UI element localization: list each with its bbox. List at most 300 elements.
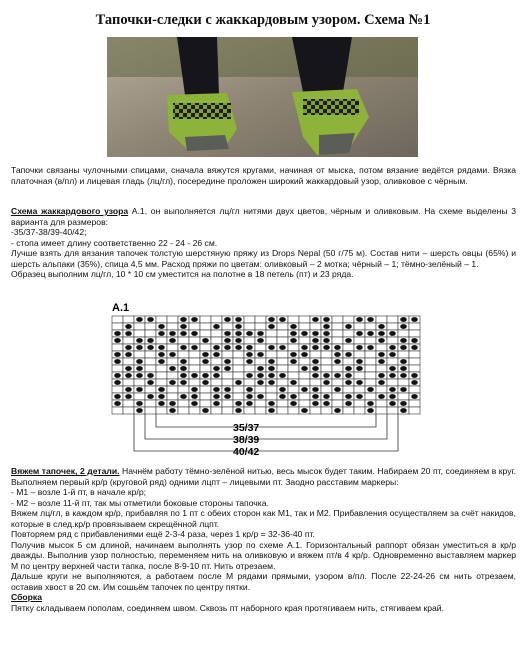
- chart-stitch-dot: [246, 401, 253, 406]
- chart-stitch-dot: [125, 331, 132, 336]
- chart-stitch-dot: [191, 331, 198, 336]
- chart-stitch-dot: [268, 366, 275, 371]
- chart-stitch-dot: [180, 394, 187, 399]
- chart-cell: [299, 358, 310, 365]
- chart-cell: [299, 316, 310, 323]
- chart-cell: [354, 372, 365, 379]
- knit-heading: Вяжем тапочек, 2 детали.: [11, 466, 120, 476]
- chart-cell: [178, 337, 189, 344]
- chart-stitch-dot: [389, 352, 396, 357]
- chart-stitch-dot: [334, 387, 341, 392]
- chart-cell: [387, 358, 398, 365]
- chart-stitch-dot: [246, 345, 253, 350]
- chart-stitch-dot: [136, 408, 143, 413]
- chart-stitch-dot: [279, 387, 286, 392]
- chart-stitch-dot: [191, 317, 198, 322]
- size-bracket-line: [156, 414, 376, 427]
- chart-cell: [233, 351, 244, 358]
- chart-cell: [354, 400, 365, 407]
- chart-stitch-dot: [191, 401, 198, 406]
- chart-cell: [123, 358, 134, 365]
- chart-cell: [387, 316, 398, 323]
- chart-stitch-dot: [125, 352, 132, 357]
- chart-cell: [145, 323, 156, 330]
- chart-stitch-dot: [136, 338, 143, 343]
- chart-cell: [387, 379, 398, 386]
- chart-cell: [354, 323, 365, 330]
- chart-stitch-dot: [323, 338, 330, 343]
- chart-cell: [255, 407, 266, 414]
- chart-stitch-dot: [213, 345, 220, 350]
- chart-cell: [189, 365, 200, 372]
- chart-stitch-dot: [312, 359, 319, 364]
- chart-stitch-dot: [202, 373, 209, 378]
- chart-cell: [200, 386, 211, 393]
- chart-stitch-dot: [367, 387, 374, 392]
- chart-cell: [321, 365, 332, 372]
- chart-cell: [376, 407, 387, 414]
- chart-stitch-dot: [268, 345, 275, 350]
- chart-cell: [277, 379, 288, 386]
- chart-cell: [310, 323, 321, 330]
- chart-cell: [332, 393, 343, 400]
- chart-cell: [112, 365, 123, 372]
- gauge-text: Образец выполним лц/гл, 10 * 10 см уместится на полотне в 18 петель (пт) и 23 ряда.: [11, 269, 354, 279]
- chart-cell: [343, 316, 354, 323]
- chart-stitch-dot: [246, 331, 253, 336]
- chart-stitch-dot: [180, 345, 187, 350]
- scheme-block: [11, 206, 516, 280]
- chart-stitch-dot: [312, 317, 319, 322]
- chart-cell: [299, 372, 310, 379]
- chart-stitch-dot: [400, 373, 407, 378]
- chart-stitch-dot: [213, 324, 220, 329]
- chart-cell: [178, 400, 189, 407]
- chart-cell: [321, 358, 332, 365]
- chart-cell: [288, 365, 299, 372]
- chart-stitch-dot: [246, 352, 253, 357]
- chart-cell: [112, 386, 123, 393]
- foot-line: - стопа имеет длину соответственно 22 - 24 - 26 см.: [11, 237, 218, 248]
- chart-stitch-dot: [235, 345, 242, 350]
- chart-cell: [255, 386, 266, 393]
- chart-stitch-dot: [180, 380, 187, 385]
- chart-stitch-dot: [301, 345, 308, 350]
- chart-cell: [409, 323, 420, 330]
- chart-stitch-dot: [312, 331, 319, 336]
- chart-cell: [156, 407, 167, 414]
- chart-stitch-dot: [389, 373, 396, 378]
- chart-cell: [156, 316, 167, 323]
- chart-stitch-dot: [147, 317, 154, 322]
- chart-stitch-dot: [114, 359, 121, 364]
- size-bracket-line: [145, 414, 387, 439]
- chart-stitch-dot: [213, 401, 220, 406]
- size-brackets: [134, 414, 398, 451]
- chart-stitch-dot: [246, 394, 253, 399]
- chart-stitch-dot: [114, 380, 121, 385]
- chart-stitch-dot: [125, 394, 132, 399]
- chart-cell: [200, 365, 211, 372]
- chart-cell: [288, 386, 299, 393]
- chart-stitch-dot: [345, 380, 352, 385]
- chart-stitch-dot: [378, 373, 385, 378]
- chart-stitch-dot: [400, 338, 407, 343]
- chart-stitch-dot: [235, 317, 242, 322]
- chart-stitch-dot: [213, 387, 220, 392]
- chart-cell: [387, 407, 398, 414]
- chart-stitch-dot: [367, 331, 374, 336]
- chart-cell: [376, 400, 387, 407]
- chart-cell: [299, 337, 310, 344]
- chart-cell: [332, 400, 343, 407]
- chart-stitch-dot: [400, 317, 407, 322]
- chart-stitch-dot: [301, 352, 308, 357]
- chart-stitch-dot: [147, 338, 154, 343]
- chart-stitch-dot: [257, 338, 264, 343]
- chart-stitch-dot: [345, 373, 352, 378]
- chart-cell: [255, 344, 266, 351]
- chart-cell: [222, 323, 233, 330]
- chart-stitch-dot: [378, 380, 385, 385]
- chart-cell: [156, 372, 167, 379]
- chart-stitch-dot: [114, 331, 121, 336]
- chart-cell: [332, 316, 343, 323]
- chart-stitch-dot: [202, 359, 209, 364]
- chart-stitch-dot: [114, 401, 121, 406]
- chart-stitch-dot: [400, 408, 407, 413]
- chart-stitch-dot: [147, 394, 154, 399]
- chart-stitch-dot: [400, 324, 407, 329]
- chart-cell: [167, 393, 178, 400]
- chart-stitch-dot: [180, 373, 187, 378]
- chart-cell: [222, 372, 233, 379]
- chart-cell: [123, 400, 134, 407]
- chart-stitch-dot: [158, 359, 165, 364]
- chart-stitch-dot: [312, 338, 319, 343]
- chart-stitch-dot: [257, 331, 264, 336]
- chart-stitch-dot: [323, 401, 330, 406]
- chart-cell: [343, 344, 354, 351]
- chart-stitch-dot: [411, 317, 418, 322]
- chart-stitch-dot: [378, 331, 385, 336]
- chart-stitch-dot: [224, 359, 231, 364]
- chart-stitch-dot: [246, 373, 253, 378]
- chart-cell: [332, 337, 343, 344]
- chart-cell: [134, 351, 145, 358]
- chart-cell: [310, 407, 321, 414]
- chart-cell: [409, 358, 420, 365]
- chart-cell: [277, 407, 288, 414]
- chart-stitch-dot: [136, 387, 143, 392]
- chart-stitch-dot: [290, 394, 297, 399]
- chart-cell: [365, 379, 376, 386]
- chart-cell: [299, 323, 310, 330]
- chart-cell: [244, 323, 255, 330]
- chart-stitch-dot: [323, 380, 330, 385]
- chart-stitch-dot: [235, 408, 242, 413]
- chart-stitch-dot: [191, 394, 198, 399]
- chart-stitch-dot: [279, 373, 286, 378]
- page-title: Тапочки-следки с жаккардовым узором. Схема №1: [95, 12, 431, 28]
- chart-cell: [233, 393, 244, 400]
- chart-stitch-dot: [169, 352, 176, 357]
- chart-stitch-dot: [323, 324, 330, 329]
- chart-stitch-dot: [224, 345, 231, 350]
- chart-stitch-dot: [136, 359, 143, 364]
- chart-stitch-dot: [323, 317, 330, 322]
- chart-stitch-dot: [290, 352, 297, 357]
- chart-stitch-dot: [268, 401, 275, 406]
- chart-cell: [365, 323, 376, 330]
- chart-cell: [167, 358, 178, 365]
- chart-stitch-dot: [224, 387, 231, 392]
- chart-stitch-dot: [169, 408, 176, 413]
- chart-stitch-dot: [378, 338, 385, 343]
- chart-stitch-dot: [279, 317, 286, 322]
- chart-stitch-dot: [389, 345, 396, 350]
- chart-stitch-dot: [125, 324, 132, 329]
- chart-cell: [321, 386, 332, 393]
- chart-cell: [266, 330, 277, 337]
- chart-stitch-dot: [279, 345, 286, 350]
- chart-cell: [409, 330, 420, 337]
- chart-stitch-dot: [114, 352, 121, 357]
- chart-cell: [310, 379, 321, 386]
- chart-cell: [365, 351, 376, 358]
- knit-p5: Дальше круги не выполняются, а работаем после М рядами прямыми, узором в/пл. После 22-24-26 см нить отрезаем, оставив хвост в 20 см. Им сошьём тапочек по центру пятки.: [11, 571, 516, 592]
- chart-cell: [343, 358, 354, 365]
- chart-cell: [211, 379, 222, 386]
- chart-stitch-dot: [125, 345, 132, 350]
- chart-stitch-dot: [180, 366, 187, 371]
- chart-stitch-dot: [136, 317, 143, 322]
- knit-p1: Начнём работу тёмно-зелёной нитью, весь мысок будет таким. Набираем 20 пт, соединяем в круг. Выполняем первый кр/р (круговой ряд) одними лцпт – лицевыми пт. Заодно расставим маркеры:: [11, 466, 517, 487]
- chart-cell: [343, 407, 354, 414]
- chart-cell: [222, 351, 233, 358]
- chart-cell: [145, 386, 156, 393]
- chart-cell: [321, 407, 332, 414]
- chart-cell: [244, 365, 255, 372]
- chart-cell: [365, 372, 376, 379]
- chart-stitch-dot: [180, 317, 187, 322]
- chart-stitch-dot: [389, 387, 396, 392]
- scheme-heading: Схема жаккардового узора: [11, 206, 129, 216]
- chart-cell: [398, 379, 409, 386]
- chart-cell: [189, 337, 200, 344]
- chart-cell: [332, 379, 343, 386]
- chart-cell: [354, 407, 365, 414]
- chart-cell: [123, 379, 134, 386]
- chart-stitch-dot: [158, 394, 165, 399]
- chart-cell: [332, 365, 343, 372]
- chart-cell: [376, 365, 387, 372]
- chart-cell: [222, 379, 233, 386]
- chart-stitch-dot: [290, 380, 297, 385]
- chart-stitch-dot: [290, 338, 297, 343]
- chart-cell: [211, 330, 222, 337]
- chart-cell: [332, 323, 343, 330]
- chart-stitch-dot: [114, 338, 121, 343]
- chart-stitch-dot: [411, 338, 418, 343]
- chart-cell: [233, 386, 244, 393]
- knit-block: [11, 466, 516, 613]
- chart-stitch-dot: [279, 394, 286, 399]
- slippers-illustration: [107, 37, 418, 157]
- chart-stitch-dot: [235, 324, 242, 329]
- chart-stitch-dot: [169, 380, 176, 385]
- chart-cell: [189, 323, 200, 330]
- chart-cell: [299, 379, 310, 386]
- chart-cell: [255, 316, 266, 323]
- chart-stitch-dot: [169, 338, 176, 343]
- chart-cell: [145, 407, 156, 414]
- chart-cell: [233, 358, 244, 365]
- chart-cell: [354, 386, 365, 393]
- chart-stitch-dot: [400, 359, 407, 364]
- chart-cell: [244, 337, 255, 344]
- chart-stitch-dot: [345, 366, 352, 371]
- chart-cell: [409, 351, 420, 358]
- chart-stitch-dot: [389, 366, 396, 371]
- chart-stitch-dot: [224, 394, 231, 399]
- chart-stitch-dot: [345, 324, 352, 329]
- chart-stitch-dot: [125, 366, 132, 371]
- chart-cell: [189, 379, 200, 386]
- chart-cell: [409, 400, 420, 407]
- chart-stitch-dot: [158, 345, 165, 350]
- chart-stitch-dot: [114, 394, 121, 399]
- chart-stitch-dot: [224, 338, 231, 343]
- chart-stitch-dot: [312, 345, 319, 350]
- chart-stitch-dot: [345, 352, 352, 357]
- marker-2: - М2 – возле 11-й пт, так мы отметили боковые стороны тапочка.: [11, 497, 269, 508]
- chart-cell: [145, 365, 156, 372]
- chart-cell: [222, 400, 233, 407]
- chart-stitch-dot: [224, 366, 231, 371]
- chart-stitch-dot: [268, 359, 275, 364]
- chart-stitch-dot: [334, 352, 341, 357]
- chart-cell: [145, 358, 156, 365]
- chart-cell: [288, 407, 299, 414]
- chart-cell: [156, 337, 167, 344]
- chart-stitch-dot: [136, 373, 143, 378]
- chart-stitch-dot: [356, 380, 363, 385]
- chart-cell: [288, 372, 299, 379]
- chart-cell: [409, 365, 420, 372]
- yarn-text: Лучше взять для вязания тапочек толстую шерстяную пряжу из Drops Nepal (50 г/75 м). Состав нити – шерсть овцы (65%) и шерсть альпаки (35%), спица 4,5 мм. Расход пряжи по цветам: оливковый – 2 мотка; чёрный – 1; тёмно-зелёный – 1.: [11, 248, 516, 269]
- chart-cell: [123, 316, 134, 323]
- chart-cell: [134, 393, 145, 400]
- chart-cell: [112, 344, 123, 351]
- chart-stitch-dot: [158, 352, 165, 357]
- chart-stitch-dot: [323, 331, 330, 336]
- chart-stitch-dot: [301, 387, 308, 392]
- chart-stitch-dot: [312, 366, 319, 371]
- chart-cell: [299, 400, 310, 407]
- chart-stitch-dot: [246, 359, 253, 364]
- chart-stitch-dot: [224, 317, 231, 322]
- chart-stitch-dot: [367, 345, 374, 350]
- chart-cell: [189, 351, 200, 358]
- chart-stitch-dot: [257, 352, 264, 357]
- chart-stitch-dot: [257, 394, 264, 399]
- chart-stitch-dot: [345, 338, 352, 343]
- chart-cell: [277, 365, 288, 372]
- chart-cell: [200, 344, 211, 351]
- chart-grid: [112, 316, 420, 414]
- chart-cell: [211, 407, 222, 414]
- chart-stitch-dot: [202, 352, 209, 357]
- chart-cell: [123, 337, 134, 344]
- chart-cell: [354, 337, 365, 344]
- chart-stitch-dot: [268, 373, 275, 378]
- chart-cell: [343, 330, 354, 337]
- jacquard-chart: [100, 300, 430, 460]
- chart-stitch-dot: [158, 324, 165, 329]
- chart-stitch-dot: [334, 345, 341, 350]
- chart-cell: [343, 386, 354, 393]
- chart-stitch-dot: [411, 373, 418, 378]
- chart-stitch-dot: [356, 394, 363, 399]
- chart-stitch-dot: [378, 394, 385, 399]
- chart-cell: [167, 344, 178, 351]
- chart-cell: [310, 351, 321, 358]
- chart-cell: [376, 316, 387, 323]
- chart-stitch-dot: [356, 331, 363, 336]
- chart-cell: [134, 330, 145, 337]
- chart-stitch-dot: [411, 380, 418, 385]
- chart-stitch-dot: [191, 387, 198, 392]
- chart-cell: [277, 337, 288, 344]
- chart-stitch-dot: [378, 359, 385, 364]
- chart-cell: [134, 323, 145, 330]
- chart-cell: [156, 365, 167, 372]
- chart-stitch-dot: [158, 401, 165, 406]
- chart-cell: [365, 365, 376, 372]
- chart-stitch-dot: [147, 380, 154, 385]
- chart-stitch-dot: [246, 387, 253, 392]
- chart-stitch-dot: [312, 394, 319, 399]
- chart-stitch-dot: [235, 331, 242, 336]
- chart-stitch-dot: [389, 394, 396, 399]
- chart-cell: [321, 351, 332, 358]
- chart-cell: [409, 407, 420, 414]
- chart-label: A.1: [112, 302, 130, 314]
- chart-cell: [167, 372, 178, 379]
- chart-stitch-dot: [235, 380, 242, 385]
- chart-stitch-dot: [268, 408, 275, 413]
- chart-stitch-dot: [312, 373, 319, 378]
- chart-cell: [376, 386, 387, 393]
- chart-stitch-dot: [268, 324, 275, 329]
- chart-stitch-dot: [323, 373, 330, 378]
- chart-stitch-dot: [235, 338, 242, 343]
- chart-cell: [145, 351, 156, 358]
- chart-size-2: 38/39: [233, 434, 260, 446]
- sizes-line: -35/37-38/39-40/42;: [11, 227, 87, 237]
- chart-cell: [167, 386, 178, 393]
- chart-cell: [288, 316, 299, 323]
- chart-stitch-dot: [147, 345, 154, 350]
- chart-cell: [211, 316, 222, 323]
- chart-stitch-dot: [290, 324, 297, 329]
- chart-cell: [200, 393, 211, 400]
- chart-stitch-dot: [290, 359, 297, 364]
- chart-cell: [365, 358, 376, 365]
- chart-stitch-dot: [191, 345, 198, 350]
- chart-cell: [244, 379, 255, 386]
